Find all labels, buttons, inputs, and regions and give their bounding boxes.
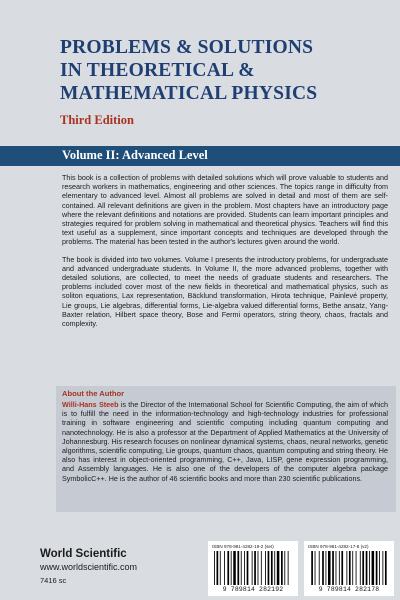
barcode-set-digits: 9 789814 282192	[222, 586, 284, 593]
barcode-bars-icon	[310, 551, 388, 585]
title-line-2: IN THEORETICAL &	[60, 60, 255, 81]
isbn-set-label: ISBN 978-981-4282-19-2 (set)	[212, 544, 274, 549]
volume-label: Volume II: Advanced Level	[62, 148, 208, 162]
title-line-3: MATHEMATICAL PHYSICS	[60, 83, 318, 104]
edition-label: Third Edition	[60, 113, 134, 127]
book-title	[60, 36, 390, 105]
isbn-volume-label: ISBN 978-981-4282-17-8 (v2)	[308, 544, 369, 549]
volume-banner	[0, 146, 400, 166]
publisher-url: www.worldscientific.com	[40, 562, 138, 572]
title-block	[60, 36, 390, 128]
barcode-set	[208, 541, 298, 596]
publisher-code: 7416 sc	[40, 576, 67, 585]
book-description	[62, 173, 388, 336]
barcode-bars-icon	[214, 551, 292, 585]
description-paragraph-2: The book is divided into two volumes. Volume I presents the introductory problems, for undergraduate and advanced undergraduate students. In Volume II, the more advanced problems, together with detailed solutions, are collected, to meet the needs of graduate students and researchers. The problems included cover most of the new fields in theoretical and mathematical physics, such as soliton equations, Lax representation, Bäcklund transformation, Hirota technique, Painlevé property, Lie groups, Lie algebras, differential forms, Lie-algebra valued differential forms, Bethe ansatz, Yang-Baxter relation, Hilbert space theory, Bose and Fermi operators, string theory, chaos, fractals and complexity.	[62, 254, 388, 329]
description-paragraph-1: This book is a collection of problems with detailed solutions which will prove valuable to students and research workers in mathematics, engineering and other sciences. The topics range in difficulty from elementary to advanced level. Almost all problems are solved in detail and most of them are self-contained. All relevant definitions are given in the problem. Most chapters have an introductory page where the relevant definitions and notations are provided. Students can learn important principles and strategies required for problem solving in mathematical and theoretical physics. Teachers will find this text useful as a supplement, since important concepts and techniques are developed through the problems. The material has been tested in the author's lectures given around the world.	[62, 173, 388, 247]
publisher-name: World Scientific	[40, 548, 127, 560]
barcode-volume	[304, 541, 394, 596]
about-author-text	[62, 400, 388, 483]
barcode-volume-digits: 9 789814 282178	[318, 586, 380, 593]
about-author-heading: About the Author	[62, 389, 125, 398]
author-name: Willi-Hans Steeb	[62, 400, 119, 409]
title-line-1: PROBLEMS & SOLUTIONS	[60, 37, 314, 58]
author-bio: is the Director of the International School for Scientific Computing, the aim of which is to fulfill the need in the information-technology and high-technology industries for professional training in software engineering and scientific computing including quantum computing and nanotechnology. He is also a professor at the Department of Applied Mathematics at the University of Johannesburg. His research focuses on nonlinear dynamical systems, chaos, neural networks, genetic algorithms, scientific computing, Lie groups, quantum chaos, quantum computing and string theory. He also has interest in object-oriented programming, C++, Java, LISP, gene expression programming, and Assembly languages. He is also one of the developers of the computer algebra package SymbolicC++. He is the author of 46 scientific books and more than 230 scientific publications.	[62, 400, 389, 483]
